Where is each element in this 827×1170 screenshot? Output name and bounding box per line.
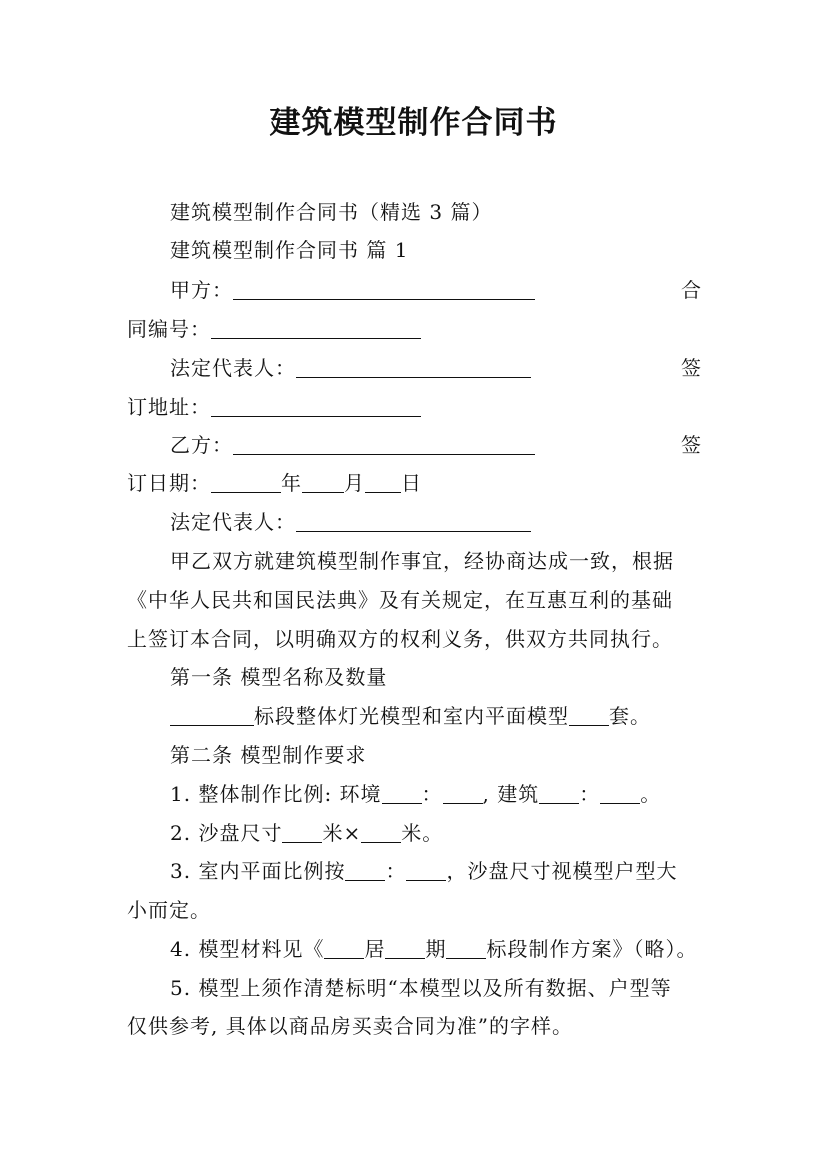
sign-address-prefix: 签 <box>681 356 701 380</box>
interior-scale-blank-2 <box>406 858 446 881</box>
materials-line <box>170 929 770 969</box>
party-a-line <box>170 270 770 310</box>
phase-blank <box>385 936 425 959</box>
paragraph-line <box>170 968 770 1008</box>
year-label: 年 <box>281 471 302 495</box>
interior-scale-label: 3. 室内平面比例按 <box>170 859 346 883</box>
paragraph-text: 《中华人民共和国民法典》及有关规定，在互惠互利的基础 <box>127 588 673 612</box>
period-text: 。 <box>640 782 662 806</box>
month-blank <box>302 470 344 493</box>
colon-text: ： <box>385 859 407 883</box>
length-blank <box>282 820 322 843</box>
section-heading <box>170 230 770 270</box>
paragraph-line <box>127 580 727 620</box>
interior-scale-line <box>170 851 770 891</box>
building-scale-blank-2 <box>600 781 640 804</box>
contract-no-label: 同编号： <box>127 317 211 341</box>
party-a-label: 甲方： <box>170 278 233 302</box>
times-text: 米× <box>322 821 362 845</box>
paragraph-text: 甲乙双方就建筑模型制作事宜，经协商达成一致，根据 <box>170 549 674 573</box>
subtitle-line <box>170 192 770 232</box>
materials-text: 标段制作方案》（略）。 <box>486 937 698 961</box>
paragraph-line <box>127 619 727 659</box>
party-a-blank <box>233 277 535 300</box>
phase-text: 期 <box>425 937 447 961</box>
sign-address-label: 订地址： <box>127 395 211 419</box>
sign-date-prefix: 签 <box>681 433 701 457</box>
party-b-blank <box>233 432 535 455</box>
width-blank <box>361 820 401 843</box>
paragraph-line <box>127 890 727 930</box>
section-name-blank <box>170 703 254 726</box>
interior-scale-blank-1 <box>345 858 385 881</box>
building-label: , 建筑 <box>482 782 540 806</box>
set-unit-text: 套。 <box>609 704 651 728</box>
scale-line <box>170 774 770 814</box>
section-blank <box>446 936 486 959</box>
contract-no-blank <box>211 316 421 339</box>
party-b-line <box>170 425 770 465</box>
party-b-rep-blank <box>296 509 531 532</box>
model-quantity-text: 标段整体灯光模型和室内平面模型 <box>254 704 569 728</box>
party-b-label: 乙方： <box>170 433 233 457</box>
scale-label: 1. 整体制作比例: 环境 <box>170 782 382 806</box>
article-one-heading <box>170 657 770 697</box>
contract-no-line <box>127 309 727 349</box>
month-label: 月 <box>344 471 365 495</box>
env-scale-blank-1 <box>382 781 422 804</box>
day-blank <box>365 470 401 493</box>
party-a-rep-blank <box>296 355 531 378</box>
set-count-blank <box>569 703 609 726</box>
paragraph-text: 上签订本合同，以明确双方的权利义务，供双方共同执行。 <box>127 627 673 651</box>
env-scale-blank-2 <box>443 781 483 804</box>
document-title: 建筑模型制作合同书 <box>269 105 558 141</box>
colon-text: ： <box>421 782 443 806</box>
sandtable-size-line <box>170 813 770 853</box>
contract-no-prefix: 合 <box>681 278 701 302</box>
party-a-rep-line <box>170 348 770 388</box>
interior-scale-text: ，沙盘尺寸视模型户型大 <box>446 859 678 883</box>
meter-text: 米。 <box>401 821 444 845</box>
subtitle-text: 建筑模型制作合同书（精选 3 篇） <box>170 200 493 224</box>
section-heading-text: 建筑模型制作合同书 篇 1 <box>170 238 409 262</box>
paragraph-line <box>170 541 770 581</box>
article-two-heading <box>170 735 770 775</box>
article-one-text: 第一条 模型名称及数量 <box>170 665 388 689</box>
residence-text: 居 <box>364 937 386 961</box>
colon-text: ： <box>579 782 601 806</box>
materials-label: 4. 模型材料见《 <box>170 937 325 961</box>
year-blank <box>211 470 281 493</box>
day-label: 日 <box>401 471 422 495</box>
party-b-rep-label: 法定代表人： <box>170 510 296 534</box>
party-b-rep-line <box>170 502 770 542</box>
residence-blank <box>324 936 364 959</box>
sign-address-blank <box>211 394 421 417</box>
paragraph-text: 小而定。 <box>127 898 211 922</box>
model-quantity-line <box>170 696 770 736</box>
paragraph-text: 仅供参考, 具体以商品房买卖合同为准”的字样。 <box>127 1014 573 1038</box>
building-scale-blank-1 <box>539 781 579 804</box>
paragraph-text: 5. 模型上须作清楚标明“本模型以及所有数据、户型等 <box>170 976 672 1000</box>
article-two-text: 第二条 模型制作要求 <box>170 743 367 767</box>
party-a-rep-label: 法定代表人： <box>170 356 296 380</box>
sandtable-size-label: 2. 沙盘尺寸 <box>170 821 283 845</box>
sign-address-line <box>127 387 727 427</box>
paragraph-line <box>127 1006 727 1046</box>
sign-date-line <box>127 463 727 503</box>
sign-date-label: 订日期： <box>127 471 211 495</box>
